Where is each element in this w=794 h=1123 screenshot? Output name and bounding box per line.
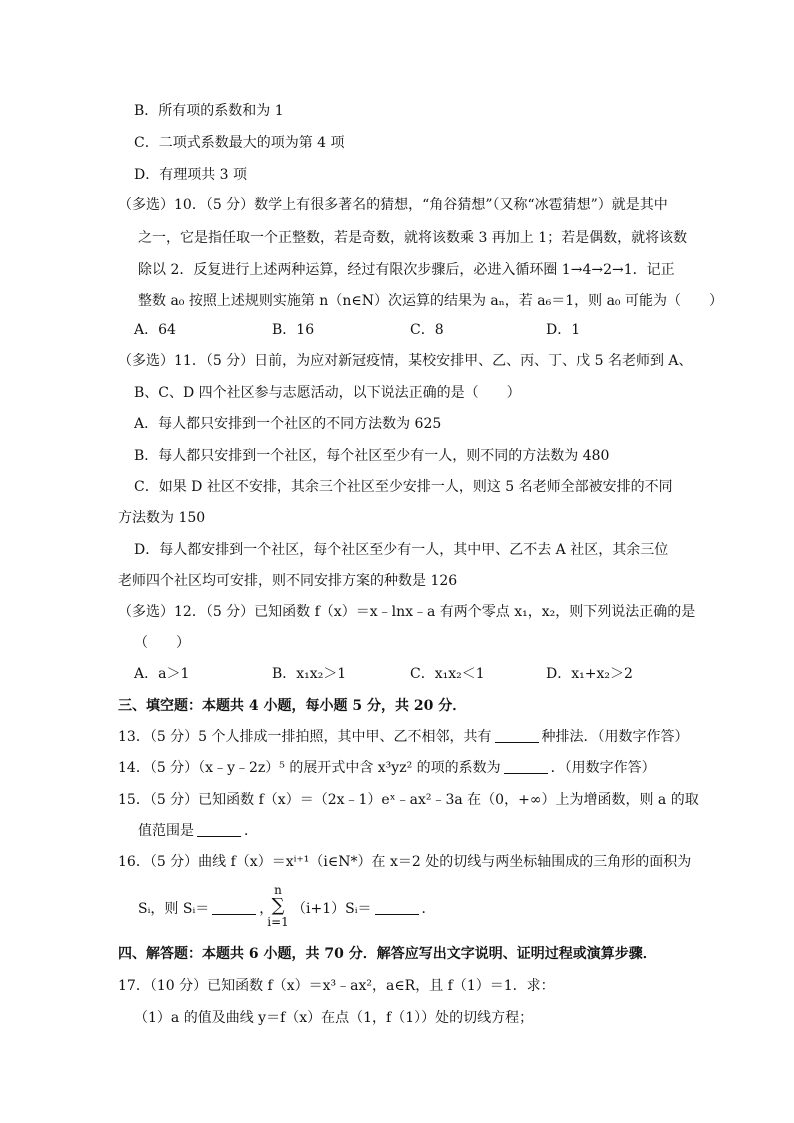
q16-text-end: ． (421, 901, 436, 917)
q9-option-c: C．二项式系数最大的项为第 4 项 (134, 135, 345, 151)
q16-line-1: 16．（5 分）曲线 f（x）＝xⁱ⁺¹（i∈N*）在 x＝2 处的切线与两坐标轴围成的三角形的面积为 (118, 854, 692, 870)
q10-option-a: A．64 (134, 322, 176, 338)
q11-option-a: A．每人都只安排到一个社区的不同方法数为 625 (134, 416, 442, 432)
q16-separator: ， (259, 901, 274, 917)
q15-answer-blank[interactable] (197, 822, 241, 837)
q11-option-c-line-2: 方法数为 150 (118, 510, 206, 526)
question-14 (118, 758, 656, 778)
q11-option-c-line-1: C．如果 D 社区不安排，其余三个社区至少安排一人，则这 5 名老师全部被安排的不同 (134, 479, 673, 495)
q15-line-1: 15．（5 分）已知函数 f（x）＝（2x﹣1）eˣ﹣ax²﹣3a 在（0，+∞）上为增函数，则 a 的取 (118, 792, 699, 808)
q15-text-end: ． (244, 823, 258, 839)
sum-lower-limit: i=1 (267, 915, 289, 929)
q10-line-2: 之一，它是指任取一个正整数，若是奇数，就将该数乘 3 再加上 1；若是偶数，就将该数 (138, 230, 688, 246)
q10-option-b: B．16 (272, 322, 315, 338)
q14-text: 14．（5 分）（x﹣y﹣2z）⁵ 的展开式中含 x³yz² 的项的系数为 (118, 760, 501, 776)
q17-line-1: 17．（10 分）已知函数 f（x）＝x³﹣ax²，a∈R，且 f（1）＝1．求： (118, 978, 555, 994)
section-3-heading: 三、填空题：本题共 4 小题，每小题 5 分，共 20 分． (118, 698, 467, 714)
q16-sum-expression (292, 899, 436, 919)
q14-text-end: ．（用数字作答） (550, 760, 656, 776)
q16-text: Sᵢ，则 Sᵢ＝ (138, 901, 210, 917)
q13-text-end: 种排法．（用数字作答） (541, 729, 689, 745)
q14-answer-blank[interactable] (504, 759, 548, 774)
q16-answer-blank-1[interactable] (212, 900, 256, 915)
q13-answer-blank[interactable] (495, 728, 539, 743)
q12-option-a: A．a＞1 (134, 666, 190, 682)
sigma-symbol: ∑ (271, 895, 285, 916)
q16-line-2 (138, 899, 273, 919)
q17-line-2: （1）a 的值及曲线 y＝f（x）在点（1，f（1））处的切线方程； (134, 1010, 534, 1026)
q10-option-c: C．8 (410, 322, 444, 338)
q10-line-4: 整数 a₀ 按照上述规则实施第 n（n∈N）次运算的结果为 aₙ，若 a₆＝1，则 a₀ 可能为（ ） (138, 293, 723, 309)
section-4-heading: 四、解答题：本题共 6 小题，共 70 分．解答应写出文字说明、证明过程或演算步骤． (118, 946, 657, 962)
q12-option-d: D．x₁+x₂＞2 (546, 666, 633, 682)
q11-line-2: B、C、D 四个社区参与志愿活动，以下说法正确的是（ ） (134, 385, 521, 401)
q12-option-c: C．x₁x₂＜1 (410, 666, 485, 682)
q13-text: 13．（5 分）5 个人排成一排拍照，其中甲、乙不相邻，共有 (118, 729, 492, 745)
q16-answer-blank-2[interactable] (375, 900, 419, 915)
q15-text: 值范围是 (138, 823, 194, 839)
q16-sum-text: （i+1）Sᵢ＝ (292, 901, 372, 917)
q10-line-3: 除以 2．反复进行上述两种运算，经过有限次步骤后，必进入循环圈 1→4→2→1．记正 (138, 262, 675, 278)
q11-option-d-line-1: D．每人都安排到一个社区，每个社区至少有一人，其中甲、乙不去 A 社区，其余三位 (134, 542, 669, 558)
q11-option-b: B．每人都只安排到一个社区，每个社区至少有一人，则不同的方法数为 480 (134, 448, 610, 464)
q15-line-2 (138, 821, 258, 841)
q12-line-2: （ ） (134, 635, 190, 651)
q10-option-d: D．1 (546, 322, 581, 338)
q9-option-d: D．有理项共 3 项 (134, 167, 248, 183)
q12-line-1: （多选）12．（5 分）已知函数 f（x）＝x﹣lnx﹣a 有两个零点 x₁，x₂，则下列说法正确的是 (118, 604, 696, 620)
q11-option-d-line-2: 老师四个社区均可安排，则不同安排方案的种数是 126 (118, 573, 458, 589)
q11-line-1: （多选）11．（5 分）日前，为应对新冠疫情，某校安排甲、乙、丙、丁、戊 5 名老师到 A、 (118, 353, 693, 369)
q9-option-b: B．所有项的系数和为 1 (134, 103, 284, 119)
q16-summation (266, 883, 290, 929)
sum-upper-limit: n (274, 883, 282, 897)
question-13 (118, 727, 689, 747)
q10-line-1: （多选）10．（5 分）数学上有很多著名的猜想，“角谷猜想”（又称“冰雹猜想”）就是其中 (118, 197, 668, 213)
q12-option-b: B．x₁x₂＞1 (272, 666, 347, 682)
